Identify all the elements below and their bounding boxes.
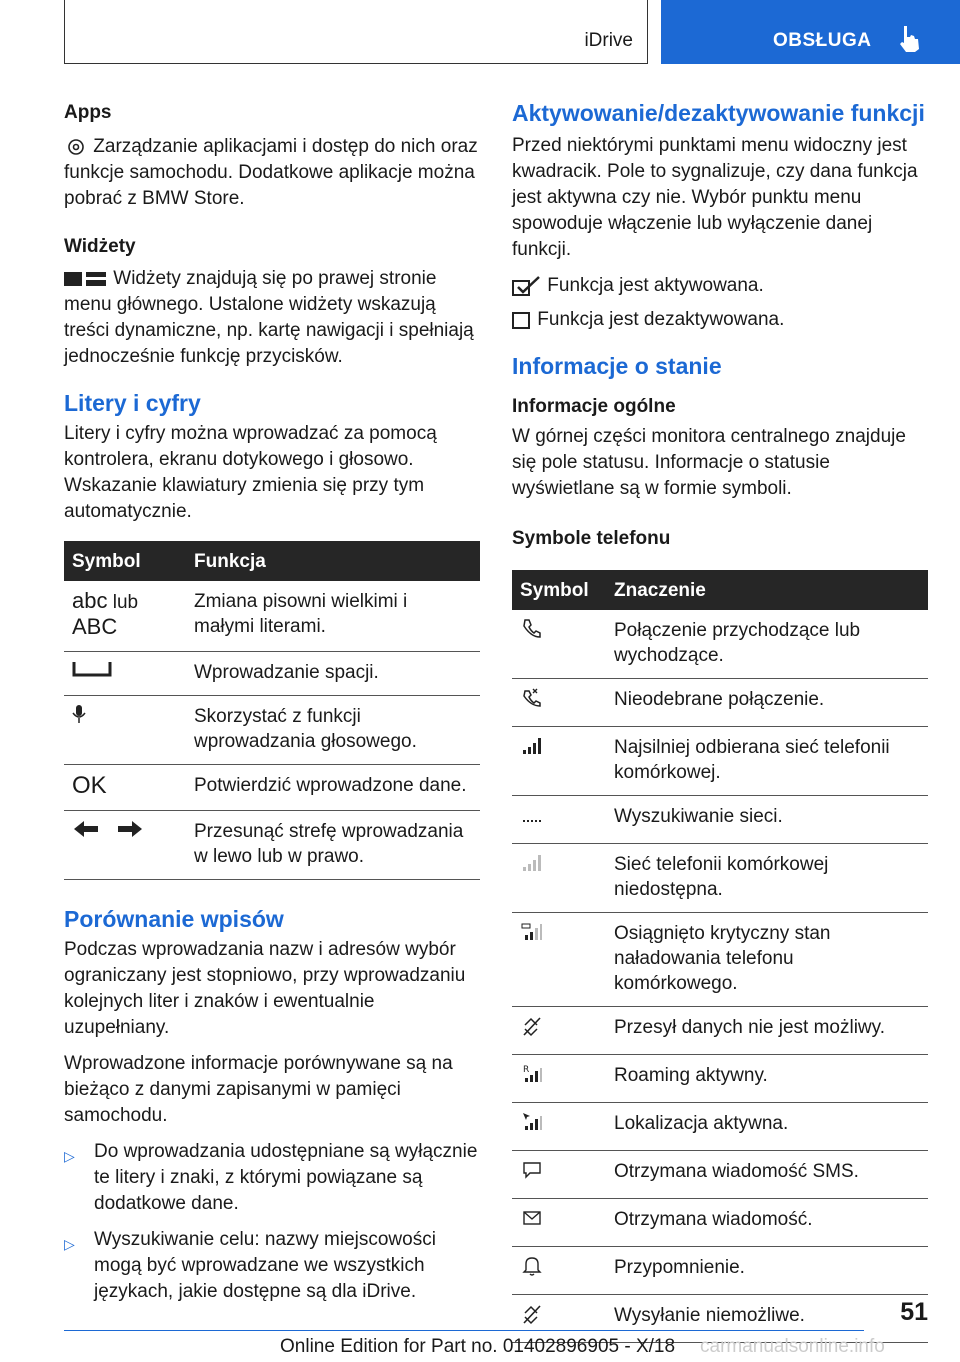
roaming-icon <box>520 1063 544 1085</box>
table-row <box>64 811 480 880</box>
header-tab-label: OBSŁUGA <box>773 30 872 51</box>
table-row <box>512 1055 928 1103</box>
meaning-text: Nieodebrane połączenie. <box>606 679 928 727</box>
table-row <box>512 1199 928 1247</box>
table-header-function: Funkcja <box>186 541 480 581</box>
meaning-text: Sieć telefonii komórkowej niedostępna. <box>606 844 928 913</box>
footer-edition: Online Edition for Part no. 01402896905 - X/18 <box>280 1336 676 1357</box>
envelope-icon <box>520 1207 544 1229</box>
table-header-symbol: Symbol <box>512 570 606 610</box>
network-search-icon <box>520 804 544 826</box>
header-section-title: iDrive <box>584 30 633 51</box>
header-tab <box>661 0 960 64</box>
uppercase-ABC-icon: ABC <box>72 614 118 639</box>
right-column <box>512 100 928 1343</box>
compare-heading: Porównanie wpisów <box>64 906 284 932</box>
meaning-text: Wysyłanie niemożliwe. <box>606 1295 928 1343</box>
bell-icon <box>520 1255 544 1277</box>
table-header-symbol: Symbol <box>64 541 186 581</box>
data-disabled-icon <box>520 1015 544 1037</box>
meaning-text: Wyszukiwanie sieci. <box>606 796 928 844</box>
location-icon <box>520 1111 544 1133</box>
phone-symbols-table <box>512 570 928 1343</box>
pointing-hand-icon <box>898 25 920 53</box>
activate-heading: Aktywowanie/dezaktywowanie funkcji <box>512 100 925 126</box>
meaning-text: Otrzymana wiadomość. <box>606 1199 928 1247</box>
meaning-text: Roaming aktywny. <box>606 1055 928 1103</box>
signal-full-icon <box>520 735 544 757</box>
abc-ABC-icon: abc <box>72 588 108 613</box>
function-text: Zmiana pisowni wielkimi i małymi literami. <box>186 581 480 652</box>
table-row <box>512 679 928 727</box>
inactive-checkbox-row: Funkcja jest dezaktywowana. <box>512 307 928 333</box>
checkbox-empty-icon <box>512 310 532 330</box>
bullet-item: ▷ Do wprowadzania udostępniane są wyłącznie te litery i znaki, z którymi powiązane są dodatkowe dane. <box>64 1141 478 1214</box>
table-row <box>512 1151 928 1199</box>
apps-description: Zarządzanie aplikacjami i dostęp do nich oraz funkcje samochodu. Dodatkowe aplikacje można pobrać z BMW Store. <box>64 136 478 209</box>
phone-icon <box>520 618 544 640</box>
footer-watermark: carmanualsonline.info <box>700 1336 885 1357</box>
send-disabled-icon <box>520 1303 544 1325</box>
meaning-text: Osiągnięto krytyczny stan naładowania telefonu komórkowego. <box>606 913 928 1007</box>
table-row <box>64 765 480 811</box>
general-description: W górnej części monitora centralnego znajduje się pole statusu. Informacje o statusie wyświetlane są w formie symboli. <box>512 426 906 499</box>
keyboard-symbols-table <box>64 541 480 880</box>
table-header-meaning: Znaczenie <box>606 570 928 610</box>
active-checkbox-row: Funkcja jest aktywowana. <box>512 273 928 299</box>
microphone-icon <box>72 704 86 724</box>
apps-title: Apps <box>64 102 112 123</box>
activate-description: Przed niektórymi punktami menu widoczny jest kwadracik. Pole to sygnalizuje, czy dana funkcja jest aktywna czy nie. Wybór punktu menu spowoduje włączenie lub wyłączenie danej funkcji. <box>512 135 918 260</box>
widgets-icon <box>64 270 108 288</box>
widgets-description: Widżety znajdują się po prawej stronie menu głównego. Ustalone widżety wskazują treści dynamiczne, np. kartę nawigacji i spełniają jednocześnie funkcję przycisków. <box>64 268 474 367</box>
bullet-triangle-icon: ▷ <box>64 1236 75 1252</box>
table-row <box>512 844 928 913</box>
svg-text:R: R <box>523 1065 530 1075</box>
table-row <box>512 796 928 844</box>
status-heading: Informacje o stanie <box>512 353 722 379</box>
meaning-text: Połączenie przychodzące lub wychodzące. <box>606 610 928 679</box>
table-row <box>64 652 480 696</box>
left-column <box>64 100 480 1305</box>
table-row <box>512 1103 928 1151</box>
phone-symbols-title: Symbole telefonu <box>512 528 671 549</box>
function-text: Przesunąć strefę wprowadzania w lewo lub w prawo. <box>186 811 480 880</box>
letters-heading: Litery i cyfry <box>64 390 201 416</box>
table-row <box>512 1007 928 1055</box>
space-icon <box>72 660 112 678</box>
meaning-text: Lokalizacja aktywna. <box>606 1103 928 1151</box>
widgets-title: Widżety <box>64 236 136 257</box>
ok-icon: OK <box>72 772 107 799</box>
function-text: Wprowadzanie spacji. <box>186 652 480 696</box>
bullet-item: ▷ Wyszukiwanie celu: nazwy miejscowości mogą być wprowadzane we wszystkich językach, jakie dostępne są dla iDrive. <box>64 1229 436 1302</box>
battery-critical-icon <box>520 921 544 943</box>
function-text: Potwierdzić wprowadzone dane. <box>186 765 480 811</box>
function-text: Skorzystać z funkcji wprowadzania głosowego. <box>186 696 480 765</box>
table-row <box>512 913 928 1007</box>
missed-call-icon <box>520 687 544 709</box>
meaning-text: Otrzymana wiadomość SMS. <box>606 1151 928 1199</box>
table-row <box>512 727 928 796</box>
apps-gear-icon <box>64 137 88 157</box>
table-row <box>512 1247 928 1295</box>
compare-paragraph-2: Wprowadzone informacje porównywane są na bieżąco z danymi zapisanymi w pamięci samochodu. <box>64 1053 453 1126</box>
compare-paragraph-1: Podczas wprowadzania nazw i adresów wybór ograniczany jest stopniowo, przy wprowadzaniu kolejnych liter i znaków i ewentualnie uzupełniany. <box>64 939 466 1038</box>
sms-icon <box>520 1159 544 1181</box>
bullet-triangle-icon: ▷ <box>64 1148 75 1164</box>
footer-rule <box>64 1330 864 1331</box>
table-row <box>512 610 928 679</box>
letters-description: Litery i cyfry można wprowadzać za pomocą kontrolera, ekranu dotykowego i głosowo. Wskazanie klawiatury zmienia się przy tym automatycznie. <box>64 423 437 522</box>
general-title: Informacje ogólne <box>512 396 676 417</box>
meaning-text: Przesył danych nie jest możliwy. <box>606 1007 928 1055</box>
table-row: abc lub ABC Zmiana pisowni wielkimi i małymi literami. <box>64 581 480 652</box>
meaning-text: Najsilniej odbierana sieć telefonii komórkowej. <box>606 727 928 796</box>
page-number: 51 <box>900 1298 928 1326</box>
checkbox-checked-icon <box>512 276 542 296</box>
header-section-box <box>64 0 648 64</box>
arrows-left-right-icon <box>72 819 144 839</box>
meaning-text: Przypomnienie. <box>606 1247 928 1295</box>
table-row <box>64 696 480 765</box>
signal-none-icon <box>520 852 544 874</box>
